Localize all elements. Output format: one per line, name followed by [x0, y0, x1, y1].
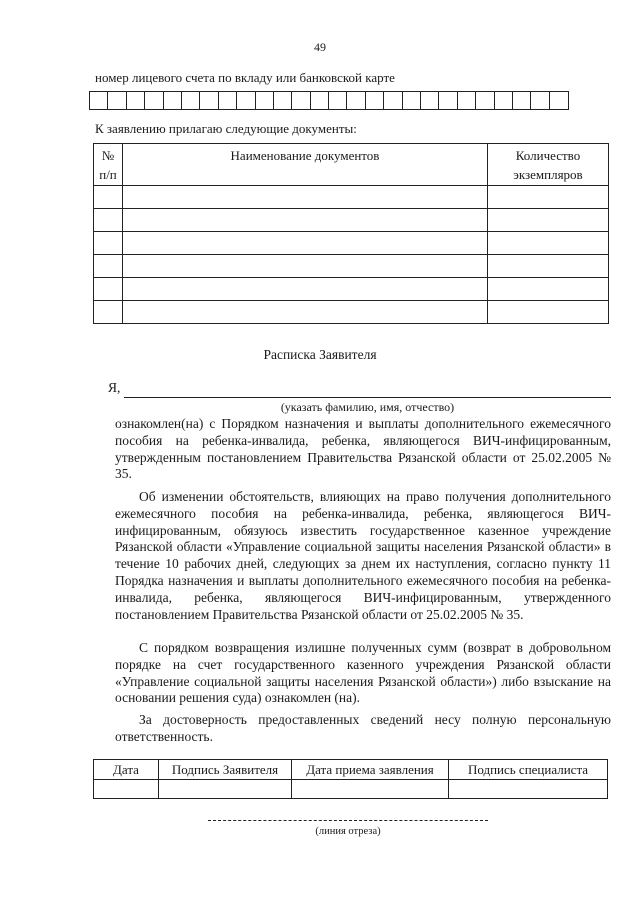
account-digit-cell[interactable]	[256, 92, 274, 109]
table-row	[94, 301, 609, 324]
document-name-cell[interactable]	[123, 301, 488, 324]
row-number-cell[interactable]	[94, 186, 123, 209]
page-number: 49	[314, 40, 326, 54]
receipt-paragraph-4: За достоверность предоставленных сведений несу полную персональную ответственность.	[115, 712, 611, 744]
account-digit-cell[interactable]	[90, 92, 108, 109]
header-applicant-signature: Подпись Заявителя	[159, 760, 292, 780]
account-digit-cell[interactable]	[366, 92, 384, 109]
document-name-cell[interactable]	[123, 209, 488, 232]
documents-table-body	[94, 186, 609, 324]
cell-application-date[interactable]	[292, 780, 449, 799]
row-number-cell[interactable]	[94, 301, 123, 324]
document-name-cell[interactable]	[123, 255, 488, 278]
cut-line	[208, 820, 488, 821]
copies-count-cell[interactable]	[488, 301, 609, 324]
account-digit-cell[interactable]	[384, 92, 402, 109]
header-document-name: Наименование документов	[123, 144, 488, 186]
row-number-cell[interactable]	[94, 232, 123, 255]
account-digit-cell[interactable]	[219, 92, 237, 109]
applicant-name-hint: (указать фамилию, имя, отчество)	[280, 400, 455, 414]
cell-specialist-signature[interactable]	[449, 780, 608, 799]
account-digit-cell[interactable]	[513, 92, 531, 109]
copies-count-cell[interactable]	[488, 278, 609, 301]
account-digit-cell[interactable]	[311, 92, 329, 109]
receipt-title: Расписка Заявителя	[263, 347, 377, 362]
copies-count-cell[interactable]	[488, 232, 609, 255]
documents-table	[93, 143, 609, 324]
table-row	[94, 232, 609, 255]
account-digit-cell[interactable]	[439, 92, 457, 109]
header-date: Дата	[94, 760, 159, 780]
account-digit-cell[interactable]	[200, 92, 218, 109]
receipt-paragraph-1: ознакомлен(на) с Порядком назначения и выплаты дополнительного ежемесячного пособия на ребенка-инвалида, ребенка, являющегося ВИЧ-инфицированным, утвержденным постановлением Правительства Рязанской области от 25.02.2005 № 35.	[115, 416, 611, 482]
account-digit-cell[interactable]	[274, 92, 292, 109]
header-application-date: Дата приема заявления	[292, 760, 449, 780]
copies-count-cell[interactable]	[488, 209, 609, 232]
documents-intro: К заявлению прилагаю следующие документы:	[95, 121, 357, 136]
header-specialist-signature: Подпись специалиста	[449, 760, 608, 780]
table-row	[94, 186, 609, 209]
cut-line-label: (линия отреза)	[315, 826, 381, 837]
table-row	[94, 209, 609, 232]
document-name-cell[interactable]	[123, 232, 488, 255]
account-digit-cell[interactable]	[495, 92, 513, 109]
receipt-paragraph-3: С порядком возвращения излишне полученных сумм (возврат в добровольном порядке на счет государственного казенного учреждения Рязанской области «Управление социальной защиты населения Рязанской области») либо взыскание на основании решения суда) ознакомлен (на).	[115, 640, 611, 706]
account-number-label: номер лицевого счета по вкладу или банковской карте	[95, 70, 395, 85]
account-digit-cell[interactable]	[421, 92, 439, 109]
header-copies-count: Количество экземпляров	[488, 144, 609, 186]
applicant-name-line[interactable]	[124, 397, 611, 398]
applicant-prefix: Я,	[108, 380, 121, 395]
account-digit-cell[interactable]	[347, 92, 365, 109]
copies-count-cell[interactable]	[488, 255, 609, 278]
account-digit-cell[interactable]	[550, 92, 568, 109]
account-digit-cell[interactable]	[237, 92, 255, 109]
account-digit-cell[interactable]	[164, 92, 182, 109]
cell-applicant-signature[interactable]	[159, 780, 292, 799]
account-digit-cell[interactable]	[329, 92, 347, 109]
account-digit-cell[interactable]	[127, 92, 145, 109]
signature-table	[93, 759, 608, 799]
row-number-cell[interactable]	[94, 209, 123, 232]
account-digit-cell[interactable]	[108, 92, 126, 109]
row-number-cell[interactable]	[94, 255, 123, 278]
account-digit-cell[interactable]	[145, 92, 163, 109]
table-row	[94, 278, 609, 301]
document-name-cell[interactable]	[123, 186, 488, 209]
document-name-cell[interactable]	[123, 278, 488, 301]
account-digit-cell[interactable]	[476, 92, 494, 109]
account-digit-cell[interactable]	[458, 92, 476, 109]
cell-date[interactable]	[94, 780, 159, 799]
receipt-paragraph-2: Об изменении обстоятельств, влияющих на право получения дополнительного ежемесячного пособия на ребенка-инвалида, ребенка, являющегося ВИЧ-инфицированным, обязуюсь известить государственное казенное учреждение Рязанской области «Управление социальной защиты населения Рязанской области» в течение 10 рабочих дней, следующих за днем их наступления, согласно пункту 11 Порядка назначения и выплаты дополнительного ежемесячного пособия на ребенка-инвалида, ребенка, являющегося ВИЧ-инфицированным, утвержденного постановлением Правительства Рязанской области от 25.02.2005 № 35.	[115, 489, 611, 622]
account-digit-cell[interactable]	[182, 92, 200, 109]
account-number-grid[interactable]	[89, 91, 569, 110]
table-row	[94, 255, 609, 278]
account-digit-cell[interactable]	[292, 92, 310, 109]
copies-count-cell[interactable]	[488, 186, 609, 209]
row-number-cell[interactable]	[94, 278, 123, 301]
account-digit-cell[interactable]	[403, 92, 421, 109]
header-number: № п/п	[94, 144, 123, 186]
account-digit-cell[interactable]	[531, 92, 549, 109]
